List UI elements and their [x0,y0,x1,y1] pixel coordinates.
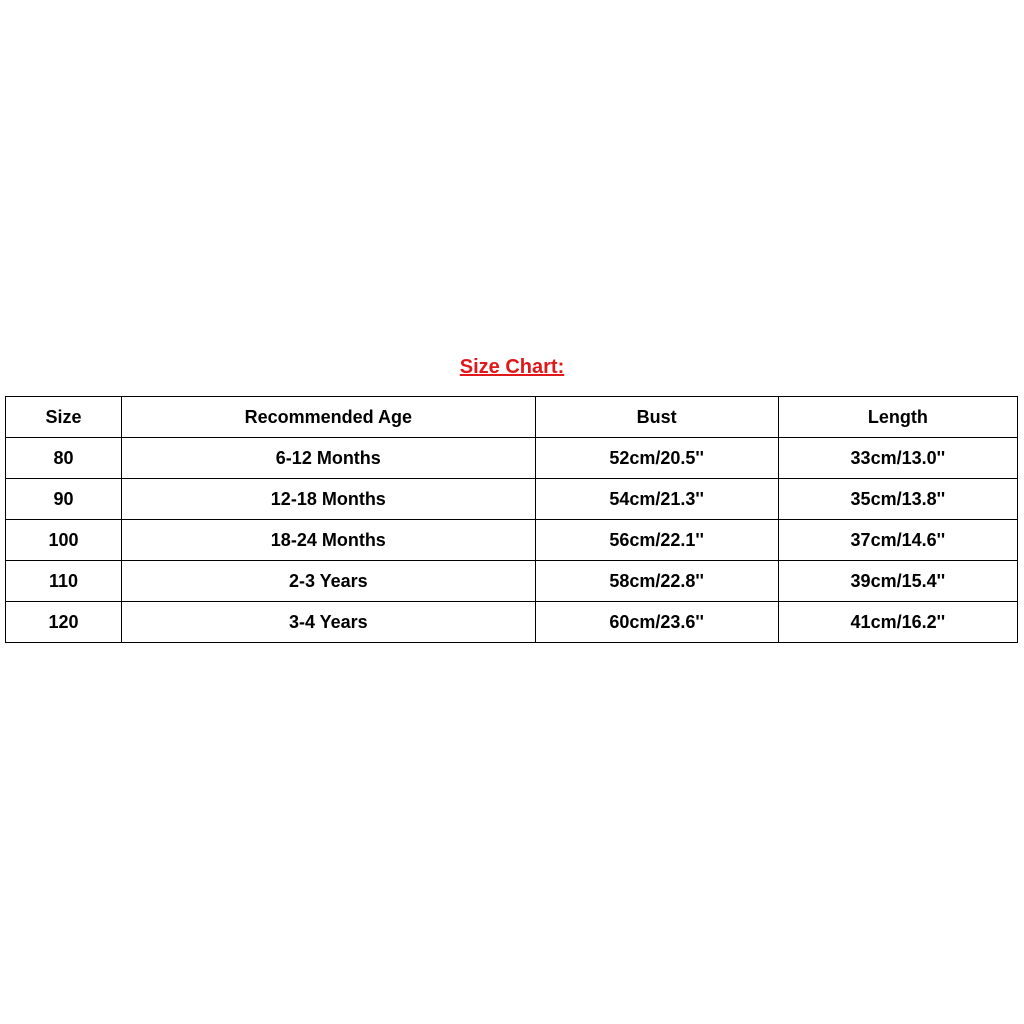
table-header-row [6,397,1018,438]
cell-recommended-age: 6-12 Months [122,438,535,479]
cell-bust: 52cm/20.5'' [535,438,778,479]
size-chart-title: Size Chart: [459,356,565,378]
cell-recommended-age: 12-18 Months [122,479,535,520]
cell-recommended-age: 2-3 Years [122,561,535,602]
column-header-bust: Bust [535,397,778,438]
cell-bust: 58cm/22.8'' [535,561,778,602]
column-header-length: Length [778,397,1017,438]
cell-length: 41cm/16.2'' [778,602,1017,643]
size-chart-table [5,396,1018,643]
cell-size: 110 [6,561,122,602]
cell-length: 39cm/15.4'' [778,561,1017,602]
cell-size: 80 [6,438,122,479]
cell-bust: 60cm/23.6'' [535,602,778,643]
cell-length: 35cm/13.8'' [778,479,1017,520]
cell-length: 33cm/13.0'' [778,438,1017,479]
cell-recommended-age: 3-4 Years [122,602,535,643]
cell-bust: 54cm/21.3'' [535,479,778,520]
table-row [6,561,1018,602]
cell-size: 90 [6,479,122,520]
cell-bust: 56cm/22.1'' [535,520,778,561]
table-row [6,520,1018,561]
cell-size: 100 [6,520,122,561]
cell-length: 37cm/14.6'' [778,520,1017,561]
cell-recommended-age: 18-24 Months [122,520,535,561]
table-row [6,479,1018,520]
column-header-size: Size [6,397,122,438]
cell-size: 120 [6,602,122,643]
table-row [6,438,1018,479]
column-header-recommended-age: Recommended Age [122,397,535,438]
table-row [6,602,1018,643]
